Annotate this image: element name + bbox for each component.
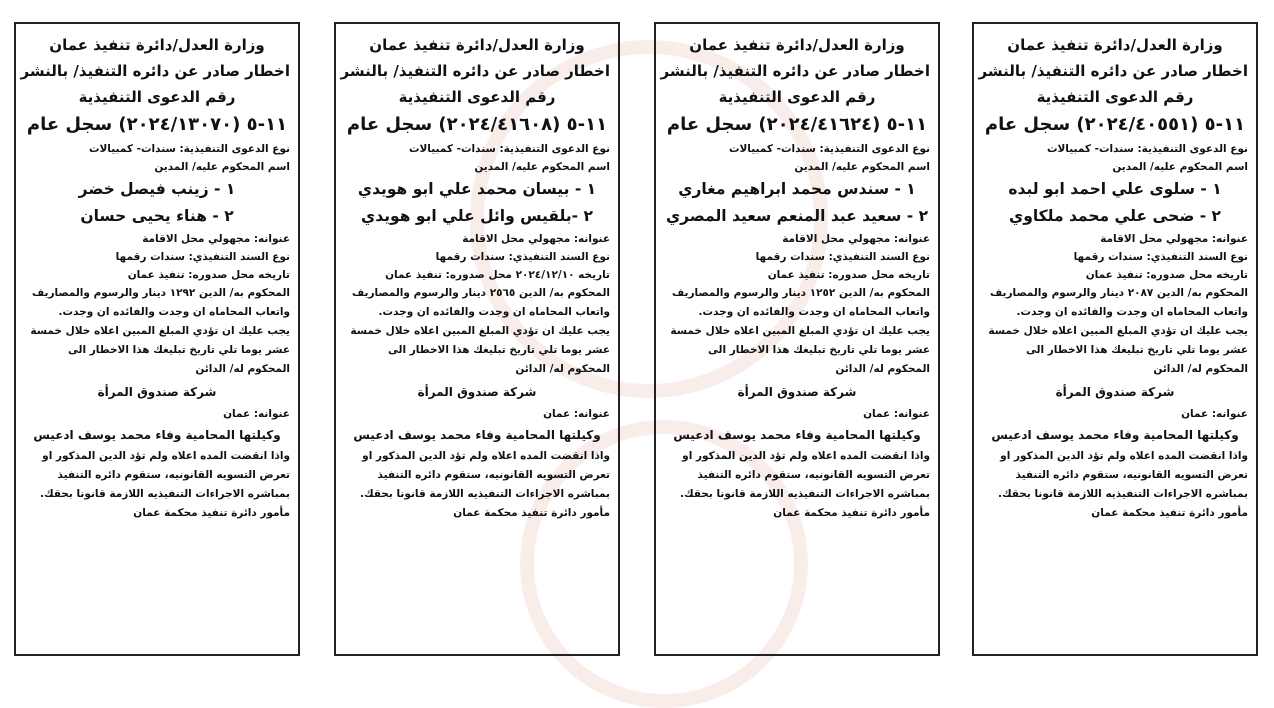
debtor-name-2: ٢ -بلقيس وائل علي ابو هويدي	[361, 207, 593, 225]
legal-notice	[14, 22, 300, 656]
debtor-address: عنوانه: مجهولي محل الاقامة	[1100, 233, 1248, 245]
debtor-name-1: ١ - سندس محمد ابراهيم مغاري	[678, 180, 916, 198]
issue-date: تاريخه محل صدوره: تنفيذ عمان	[127, 269, 290, 281]
debtor-name-1: ١ - زينب فيصل خضر	[78, 180, 236, 198]
legal-notice	[972, 22, 1258, 656]
closing-text: واذا انقضت المده اعلاه ولم تؤد الدين المذكور او تعرض التسويه القانونيه، ستقوم دائره التنفيذ بمباشره الاجراءات التنفيذيه اللازمة قانونا بحقك.	[359, 450, 610, 500]
document-type: نوع السند التنفيذي: سندات رقمها	[435, 251, 610, 263]
legal-notice	[334, 22, 620, 656]
creditor-name: شركة صندوق المرأة	[737, 385, 857, 399]
creditor-name: شركة صندوق المرأة	[1055, 385, 1175, 399]
case-number-label: رقم الدعوى التنفيذية	[1036, 88, 1194, 106]
case-number-label: رقم الدعوى التنفيذية	[718, 88, 876, 106]
debtor-label: اسم المحكوم عليه/ المدين	[1112, 161, 1248, 173]
debtor-name-1: ١ - سلوى علي احمد ابو لبده	[1008, 180, 1222, 198]
issue-date: تاريخه محل صدوره: تنفيذ عمان	[1085, 269, 1248, 281]
amount-text: المحكوم به/ الدين ٢٠٨٧ دينار والرسوم والمصاريف واتعاب المحاماه ان وجدت والفائده ان وجدت.	[990, 287, 1248, 318]
debtor-name-2: ٢ - سعيد عبد المنعم سعيد المصري	[665, 207, 929, 225]
case-number-label: رقم الدعوى التنفيذية	[398, 88, 556, 106]
debtor-name-2: ٢ - هناء يحيى حسان	[80, 207, 234, 225]
debtor-address: عنوانه: مجهولي محل الاقامة	[462, 233, 610, 245]
case-type: نوع الدعوى التنفيذية: سندات- كمبيالات	[728, 143, 930, 155]
ministry-header: وزارة العدل/دائرة تنفيذ عمان	[689, 36, 905, 54]
debtor-address: عنوانه: مجهولي محل الاقامة	[782, 233, 930, 245]
agent-name: وكيلتها المحامية وفاء محمد يوسف ادعيس	[991, 428, 1239, 442]
debtor-name-1: ١ - بيسان محمد علي ابو هويدي	[357, 180, 597, 198]
creditor-name: شركة صندوق المرأة	[97, 385, 217, 399]
creditor-address: عنوانه: عمان	[223, 408, 290, 420]
debtor-address: عنوانه: مجهولي محل الاقامة	[142, 233, 290, 245]
notice-subheader: اخطار صادر عن دائره التنفيذ/ بالنشر	[20, 62, 290, 80]
signature: مأمور دائرة تنفيذ محكمة عمان	[1091, 507, 1248, 519]
closing-text: واذا انقضت المده اعلاه ولم تؤد الدين المذكور او تعرض التسويه القانونيه، ستقوم دائره التنفيذ بمباشره الاجراءات التنفيذيه اللازمة قانونا بحقك.	[39, 450, 290, 500]
debtor-label: اسم المحكوم عليه/ المدين	[474, 161, 610, 173]
notice-subheader: اخطار صادر عن دائره التنفيذ/ بالنشر	[978, 62, 1248, 80]
debtor-label: اسم المحكوم عليه/ المدين	[154, 161, 290, 173]
ministry-header: وزارة العدل/دائرة تنفيذ عمان	[49, 36, 265, 54]
case-number: ١١-٥ (٢٠٢٤/٤١٦٢٤) سجل عام	[666, 114, 928, 135]
closing-text: واذا انقضت المده اعلاه ولم تؤد الدين المذكور او تعرض التسويه القانونيه، ستقوم دائره التنفيذ بمباشره الاجراءات التنفيذيه اللازمة قانونا بحقك.	[997, 450, 1248, 500]
payment-text: يجب عليك ان تؤدي المبلغ المبين اعلاه خلال خمسة عشر يوما تلي تاريخ تبليغك هذا الاخطار الى المحكوم له/ الدائن	[988, 325, 1248, 375]
signature: مأمور دائرة تنفيذ محكمة عمان	[133, 507, 290, 519]
payment-text: يجب عليك ان تؤدي المبلغ المبين اعلاه خلال خمسة عشر يوما تلي تاريخ تبليغك هذا الاخطار الى المحكوم له/ الدائن	[30, 325, 290, 375]
document-type: نوع السند التنفيذي: سندات رقمها	[1073, 251, 1248, 263]
signature: مأمور دائرة تنفيذ محكمة عمان	[453, 507, 610, 519]
issue-date: تاريخه ٢٠٢٤/١٢/١٠ محل صدوره: تنفيذ عمان	[385, 269, 610, 281]
payment-text: يجب عليك ان تؤدي المبلغ المبين اعلاه خلال خمسة عشر يوما تلي تاريخ تبليغك هذا الاخطار الى المحكوم له/ الدائن	[670, 325, 930, 375]
creditor-address: عنوانه: عمان	[863, 408, 930, 420]
creditor-address: عنوانه: عمان	[1181, 408, 1248, 420]
case-type: نوع الدعوى التنفيذية: سندات- كمبيالات	[408, 143, 610, 155]
ministry-header: وزارة العدل/دائرة تنفيذ عمان	[369, 36, 585, 54]
case-number: ١١-٥ (٢٠٢٤/١٣٠٧٠) سجل عام	[26, 114, 288, 135]
document-type: نوع السند التنفيذي: سندات رقمها	[755, 251, 930, 263]
ministry-header: وزارة العدل/دائرة تنفيذ عمان	[1007, 36, 1223, 54]
case-number-label: رقم الدعوى التنفيذية	[78, 88, 236, 106]
amount-text: المحكوم به/ الدين ٢٥٦٥ دينار والرسوم والمصاريف واتعاب المحاماه ان وجدت والفائده ان وجدت.	[352, 287, 610, 318]
agent-name: وكيلتها المحامية وفاء محمد يوسف ادعيس	[33, 428, 281, 442]
agent-name: وكيلتها المحامية وفاء محمد يوسف ادعيس	[353, 428, 601, 442]
creditor-address: عنوانه: عمان	[543, 408, 610, 420]
agent-name: وكيلتها المحامية وفاء محمد يوسف ادعيس	[673, 428, 921, 442]
document-type: نوع السند التنفيذي: سندات رقمها	[115, 251, 290, 263]
case-type: نوع الدعوى التنفيذية: سندات- كمبيالات	[88, 143, 290, 155]
signature: مأمور دائرة تنفيذ محكمة عمان	[773, 507, 930, 519]
case-type: نوع الدعوى التنفيذية: سندات- كمبيالات	[1046, 143, 1248, 155]
case-number: ١١-٥ (٢٠٢٤/٤٠٥٥١) سجل عام	[984, 114, 1246, 135]
amount-text: المحكوم به/ الدين ١٢٥٢ دينار والرسوم والمصاريف واتعاب المحاماه ان وجدت والفائده ان وجدت.	[672, 287, 930, 318]
debtor-name-2: ٢ - ضحى علي محمد ملكاوي	[1008, 207, 1222, 225]
legal-notice	[654, 22, 940, 656]
payment-text: يجب عليك ان تؤدي المبلغ المبين اعلاه خلال خمسة عشر يوما تلي تاريخ تبليغك هذا الاخطار الى المحكوم له/ الدائن	[350, 325, 610, 375]
creditor-name: شركة صندوق المرأة	[417, 385, 537, 399]
notice-subheader: اخطار صادر عن دائره التنفيذ/ بالنشر	[340, 62, 610, 80]
notice-subheader: اخطار صادر عن دائره التنفيذ/ بالنشر	[660, 62, 930, 80]
debtor-label: اسم المحكوم عليه/ المدين	[794, 161, 930, 173]
closing-text: واذا انقضت المده اعلاه ولم تؤد الدين المذكور او تعرض التسويه القانونيه، ستقوم دائره التنفيذ بمباشره الاجراءات التنفيذيه اللازمة قانونا بحقك.	[679, 450, 930, 500]
issue-date: تاريخه محل صدوره: تنفيذ عمان	[767, 269, 930, 281]
amount-text: المحكوم به/ الدين ١٢٩٢ دينار والرسوم والمصاريف واتعاب المحاماه ان وجدت والفائده ان وجدت.	[32, 287, 290, 318]
case-number: ١١-٥ (٢٠٢٤/٤١٦٠٨) سجل عام	[346, 114, 608, 135]
